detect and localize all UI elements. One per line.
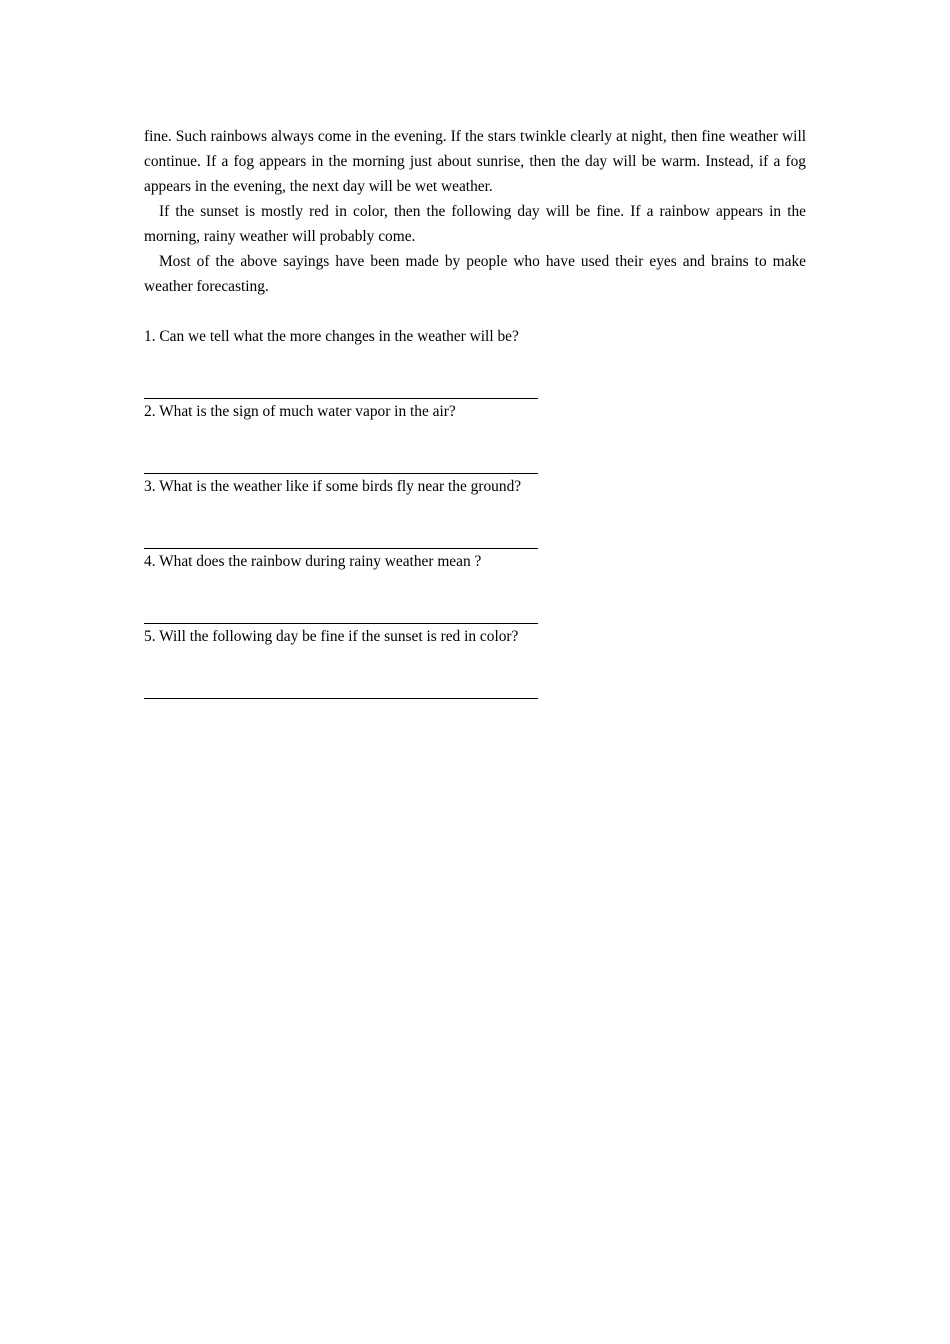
- answer-line-5[interactable]: [144, 649, 538, 699]
- answer-line-2[interactable]: [144, 424, 538, 474]
- question-1: 1. Can we tell what the more changes in the weather will be?: [144, 328, 519, 345]
- section-gap: [144, 299, 806, 324]
- document-page: [144, 124, 806, 699]
- passage-paragraph-3: Most of the above sayings have been made by people who have used their eyes and brains to make weather forecasting.: [144, 253, 806, 295]
- answer-line-1[interactable]: [144, 349, 538, 399]
- question-2: 2. What is the sign of much water vapor in the air?: [144, 403, 456, 420]
- passage-paragraph-1: fine. Such rainbows always come in the evening. If the stars twinkle clearly at night, then fine weather will continue. If a fog appears in the morning just about sunrise, then the day will be warm. Instead, if a fog appears in the evening, the next day will be wet weather.: [144, 128, 806, 195]
- answer-line-4[interactable]: [144, 574, 538, 624]
- passage-paragraph-2: If the sunset is mostly red in color, then the following day will be fine. If a rainbow appears in the morning, rainy weather will probably come.: [144, 203, 806, 245]
- question-4: 4. What does the rainbow during rainy weather mean ?: [144, 553, 482, 570]
- question-5: 5. Will the following day be fine if the sunset is red in color?: [144, 628, 519, 645]
- question-3: 3. What is the weather like if some birds fly near the ground?: [144, 478, 522, 495]
- answer-line-3[interactable]: [144, 499, 538, 549]
